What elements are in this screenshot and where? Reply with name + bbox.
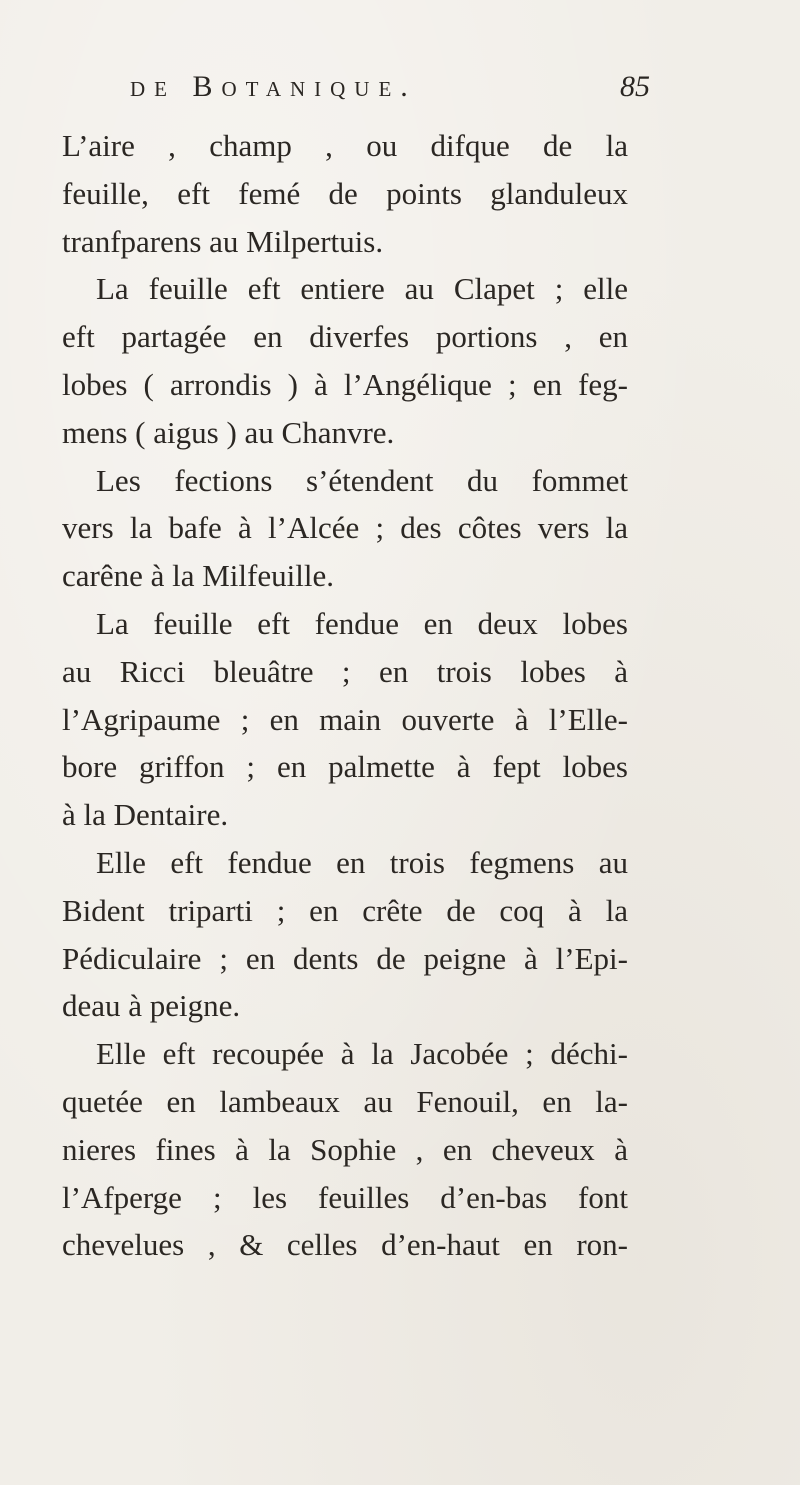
text-line: lobes ( arrondis ) à l’Angélique ; en feg- [62,366,628,402]
text-line: au Ricci bleuâtre ; en trois lobes à [62,653,628,689]
text-line: carêne à la Milfeuille. [62,558,334,594]
text-line: Pédiculaire ; en dents de peigne à l’Epi- [62,940,628,976]
text-line: à la Dentaire. [62,797,229,833]
text-line: Elle eft fendue en trois fegmens au [96,844,628,880]
text-line: tranfparens au Milpertuis. [62,223,384,259]
text-line: deau à peigne. [62,988,241,1024]
text-line: nieres fines à la Sophie , en cheveux à [62,1131,628,1167]
text-line: mens ( aigus ) au Chanvre. [62,414,395,450]
text-line: chevelues , & celles d’en-haut en ron- [62,1227,628,1263]
page-header [130,70,650,120]
body-text [62,122,628,1269]
text-line: La feuille eft entiere au Clapet ; elle [96,271,628,307]
text-line: Bident triparti ; en crête de coq à la [62,892,628,928]
text-line: bore griffon ; en palmette à fept lobes [62,749,628,785]
text-line: Les fections s’étendent du fommet [96,462,628,498]
text-line: l’Agripaume ; en main ouverte à l’Elle- [62,701,628,737]
page-number: 85 [620,70,650,103]
running-title: de Botanique. [130,70,417,103]
text-line: quetée en lambeaux au Fenouil, en la- [62,1083,628,1119]
text-line: eft partagée en diverfes portions , en [62,319,628,355]
text-line: Elle eft recoupée à la Jacobée ; déchi- [96,1036,628,1072]
text-line: L’aire , champ , ou difque de la [62,128,628,163]
text-line: La feuille eft fendue en deux lobes [96,605,628,641]
text-line: vers la bafe à l’Alcée ; des côtes vers la [62,510,628,546]
text-line: l’Afperge ; les feuilles d’en-bas font [62,1179,628,1215]
text-line: feuille, eft femé de points glanduleux [62,175,628,211]
